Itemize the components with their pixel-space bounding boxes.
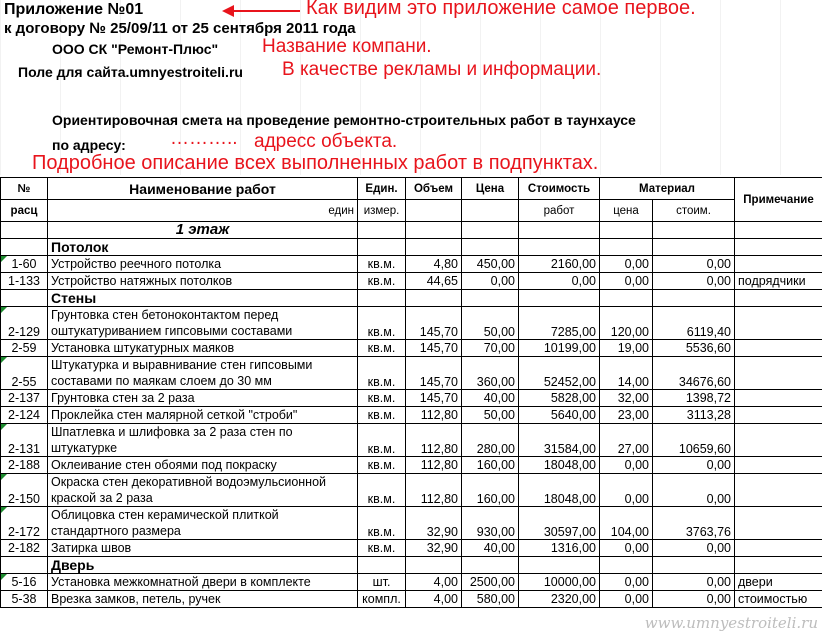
address-dots: ………..: [170, 128, 238, 149]
cell-mat-price: 0,00: [600, 591, 653, 608]
company-name: ООО СК "Ремонт-Плюс": [52, 41, 219, 57]
cell-code: 2-129: [1, 307, 48, 340]
cell-note: [735, 424, 822, 457]
cell-name: Установка штукатурных маяков: [48, 340, 358, 357]
cell-unit: кв.м.: [358, 340, 406, 357]
cell-volume: 145,70: [406, 390, 462, 407]
header-name: Наименование работ: [48, 178, 358, 200]
cell-mat-cost: 6119,40: [653, 307, 735, 340]
cell-name: Проклейка стен малярной сеткой "строби": [48, 407, 358, 424]
cell-price: 930,00: [462, 507, 519, 540]
cell-mat-price: 19,00: [600, 340, 653, 357]
cell-mat-cost: 0,00: [653, 256, 735, 273]
cell-unit: компл.: [358, 591, 406, 608]
floor-label: 1 этаж: [48, 222, 358, 239]
cell-volume: 44,65: [406, 273, 462, 290]
annotation-ads: В качестве рекламы и информации.: [282, 59, 602, 80]
cell-volume: 4,80: [406, 256, 462, 273]
cell-volume: 4,00: [406, 591, 462, 608]
cell-price: 160,00: [462, 474, 519, 507]
table-row: [1, 540, 822, 557]
table-row: [1, 307, 822, 340]
cell-cost: 10199,00: [519, 340, 600, 357]
cell-price: 360,00: [462, 357, 519, 390]
table-row: [1, 340, 822, 357]
cell-mat-price: 0,00: [600, 540, 653, 557]
watermark: www.umnyestroiteli.ru: [644, 614, 818, 632]
section-title: Дверь: [48, 557, 358, 574]
table-row: [1, 474, 822, 507]
cell-note: [735, 340, 822, 357]
cell-note: [735, 407, 822, 424]
cell-mat-price: 14,00: [600, 357, 653, 390]
header-num-sub: расц: [1, 200, 48, 222]
cell-mat-price: 0,00: [600, 256, 653, 273]
cell-cost: 18048,00: [519, 457, 600, 474]
cell-name: Установка межкомнатной двери в комплекте: [48, 574, 358, 591]
header-num: №: [1, 178, 48, 200]
section-header: [1, 290, 822, 307]
cell-price: 40,00: [462, 540, 519, 557]
header-mat-cost: стоим.: [653, 200, 735, 222]
cell-price: 280,00: [462, 424, 519, 457]
cell-note: [735, 540, 822, 557]
cell-name: Грунтовка стен за 2 раза: [48, 390, 358, 407]
cell-cost: 52452,00: [519, 357, 600, 390]
cell-name: Оклеивание стен обоями под покраску: [48, 457, 358, 474]
cell-code: 5-16: [1, 574, 48, 591]
cell-note: [735, 474, 822, 507]
cell-mat-cost: 0,00: [653, 574, 735, 591]
cell-price: 50,00: [462, 407, 519, 424]
cell-code: 2-182: [1, 540, 48, 557]
cell-volume: 145,70: [406, 357, 462, 390]
cell-volume: 112,80: [406, 457, 462, 474]
header-unit: Един.: [358, 178, 406, 200]
cell-cost: 5640,00: [519, 407, 600, 424]
cell-mat-cost: 0,00: [653, 591, 735, 608]
cell-unit: кв.м.: [358, 357, 406, 390]
cell-volume: 32,90: [406, 507, 462, 540]
section-header: [1, 239, 822, 256]
cell-cost: 5828,00: [519, 390, 600, 407]
cell-note: двери: [735, 574, 822, 591]
cell-mat-price: 0,00: [600, 273, 653, 290]
cell-mat-cost: 0,00: [653, 457, 735, 474]
cell-price: 40,00: [462, 390, 519, 407]
cell-price: 160,00: [462, 457, 519, 474]
cell-unit: шт.: [358, 574, 406, 591]
cell-price: 70,00: [462, 340, 519, 357]
cell-unit: кв.м.: [358, 307, 406, 340]
site-field: Поле для сайта.umnyestroitelі.ru: [18, 64, 243, 80]
cell-unit: кв.м.: [358, 457, 406, 474]
header-cost: Стоимость: [519, 178, 600, 200]
cell-code: 2-172: [1, 507, 48, 540]
cell-name: Грунтовка стен бетоноконтактом перед оштукатуриванием гипсовыми составами: [48, 307, 358, 340]
header-price-sub: [462, 200, 519, 222]
cell-code: 1-60: [1, 256, 48, 273]
cell-mat-price: 120,00: [600, 307, 653, 340]
cell-cost: 31584,00: [519, 424, 600, 457]
estimate-table: [0, 177, 822, 608]
cell-price: 0,00: [462, 273, 519, 290]
cell-name: Затирка швов: [48, 540, 358, 557]
cell-volume: 4,00: [406, 574, 462, 591]
cell-note: [735, 256, 822, 273]
cell-cost: 1316,00: [519, 540, 600, 557]
cell-unit: кв.м.: [358, 273, 406, 290]
red-arrow-icon: [222, 4, 302, 18]
header-unit-sub: измер.: [358, 200, 406, 222]
cell-mat-price: 27,00: [600, 424, 653, 457]
cell-mat-price: 0,00: [600, 574, 653, 591]
header-material: Материал: [600, 178, 735, 200]
cell-code: 2-124: [1, 407, 48, 424]
table-row: [1, 273, 822, 290]
cell-name: Облицовка стен керамической плиткой стандартного размера: [48, 507, 358, 540]
cell-mat-cost: 0,00: [653, 540, 735, 557]
cell-note: [735, 357, 822, 390]
section-header: [1, 557, 822, 574]
cell-code: 1-133: [1, 273, 48, 290]
table-row: [1, 507, 822, 540]
cell-mat-price: 0,00: [600, 474, 653, 507]
cell-code: 2-137: [1, 390, 48, 407]
cell-mat-price: 0,00: [600, 457, 653, 474]
cell-code: 2-131: [1, 424, 48, 457]
cell-price: 50,00: [462, 307, 519, 340]
address-label: по адресу:: [52, 137, 126, 153]
cell-code: 5-38: [1, 591, 48, 608]
cell-name: Устройство натяжных потолков: [48, 273, 358, 290]
cell-code: 2-188: [1, 457, 48, 474]
header-volume: Объем: [406, 178, 462, 200]
cell-volume: 145,70: [406, 307, 462, 340]
cell-cost: 7285,00: [519, 307, 600, 340]
cell-unit: кв.м.: [358, 424, 406, 457]
cell-mat-cost: 10659,60: [653, 424, 735, 457]
estimate-body: [1, 222, 822, 608]
header-volume-sub: [406, 200, 462, 222]
header-cost-sub: работ: [519, 200, 600, 222]
header-mat-price: цена: [600, 200, 653, 222]
cell-mat-cost: 1398,72: [653, 390, 735, 407]
section-title: Потолок: [48, 239, 358, 256]
cell-mat-cost: 0,00: [653, 474, 735, 507]
appendix-number: Приложение №01: [4, 1, 144, 18]
table-row: [1, 457, 822, 474]
cell-name: Устройство реечного потолка: [48, 256, 358, 273]
cell-volume: 112,80: [406, 424, 462, 457]
section-title: Стены: [48, 290, 358, 307]
cell-code: 2-59: [1, 340, 48, 357]
cell-mat-price: 104,00: [600, 507, 653, 540]
cell-cost: 10000,00: [519, 574, 600, 591]
cell-unit: кв.м.: [358, 390, 406, 407]
cell-price: 2500,00: [462, 574, 519, 591]
cell-mat-cost: 0,00: [653, 273, 735, 290]
cell-unit: кв.м.: [358, 540, 406, 557]
cell-note: [735, 507, 822, 540]
cell-unit: кв.м.: [358, 407, 406, 424]
cell-name: Врезка замков, петель, ручек: [48, 591, 358, 608]
table-row: [1, 407, 822, 424]
cell-cost: 30597,00: [519, 507, 600, 540]
annotation-first: Как видим это приложение самое первое.: [306, 0, 696, 19]
cell-volume: 112,80: [406, 474, 462, 507]
cell-cost: 2160,00: [519, 256, 600, 273]
contract-reference: к договору № 25/09/11 от 25 сентября 2011 года: [4, 20, 356, 37]
cell-note: стоимостью: [735, 591, 822, 608]
table-row: [1, 574, 822, 591]
cell-mat-cost: 5536,60: [653, 340, 735, 357]
cell-note: [735, 457, 822, 474]
annotation-address: адресс объекта.: [254, 131, 398, 152]
cell-volume: 145,70: [406, 340, 462, 357]
cell-cost: 0,00: [519, 273, 600, 290]
table-row: [1, 591, 822, 608]
cell-price: 450,00: [462, 256, 519, 273]
cell-price: 580,00: [462, 591, 519, 608]
cell-note: подрядчики: [735, 273, 822, 290]
table-row: [1, 390, 822, 407]
annotation-company: Название компани.: [262, 36, 432, 57]
cell-code: 2-55: [1, 357, 48, 390]
cell-note: [735, 307, 822, 340]
cell-volume: 112,80: [406, 407, 462, 424]
cell-code: 2-150: [1, 474, 48, 507]
cell-mat-cost: 3763,76: [653, 507, 735, 540]
cell-cost: 2320,00: [519, 591, 600, 608]
header-price: Цена: [462, 178, 519, 200]
header-note: Примечание: [735, 178, 822, 222]
cell-cost: 18048,00: [519, 474, 600, 507]
table-row: [1, 256, 822, 273]
cell-name: Окраска стен декоративной водоэмульсионной краской за 2 раза: [48, 474, 358, 507]
cell-unit: кв.м.: [358, 474, 406, 507]
header-name-sub: един: [48, 200, 358, 222]
cell-name: Штукатурка и выравнивание стен гипсовыми составами по маякам слоем до 30 мм: [48, 357, 358, 390]
cell-mat-price: 23,00: [600, 407, 653, 424]
cell-name: Шпатлевка и шлифовка за 2 раза стен по штукатурке: [48, 424, 358, 457]
cell-unit: кв.м.: [358, 256, 406, 273]
cell-unit: кв.м.: [358, 507, 406, 540]
cell-volume: 32,90: [406, 540, 462, 557]
table-row: [1, 424, 822, 457]
cell-mat-price: 32,00: [600, 390, 653, 407]
cell-mat-cost: 34676,60: [653, 357, 735, 390]
estimate-title: Ориентировочная смета на проведение ремонтно-строительных работ в таунхаусе: [52, 112, 636, 128]
table-row: [1, 357, 822, 390]
cell-note: [735, 390, 822, 407]
annotation-details: Подробное описание всех выполненных работ в подпунктах.: [32, 152, 599, 174]
cell-mat-cost: 3113,28: [653, 407, 735, 424]
